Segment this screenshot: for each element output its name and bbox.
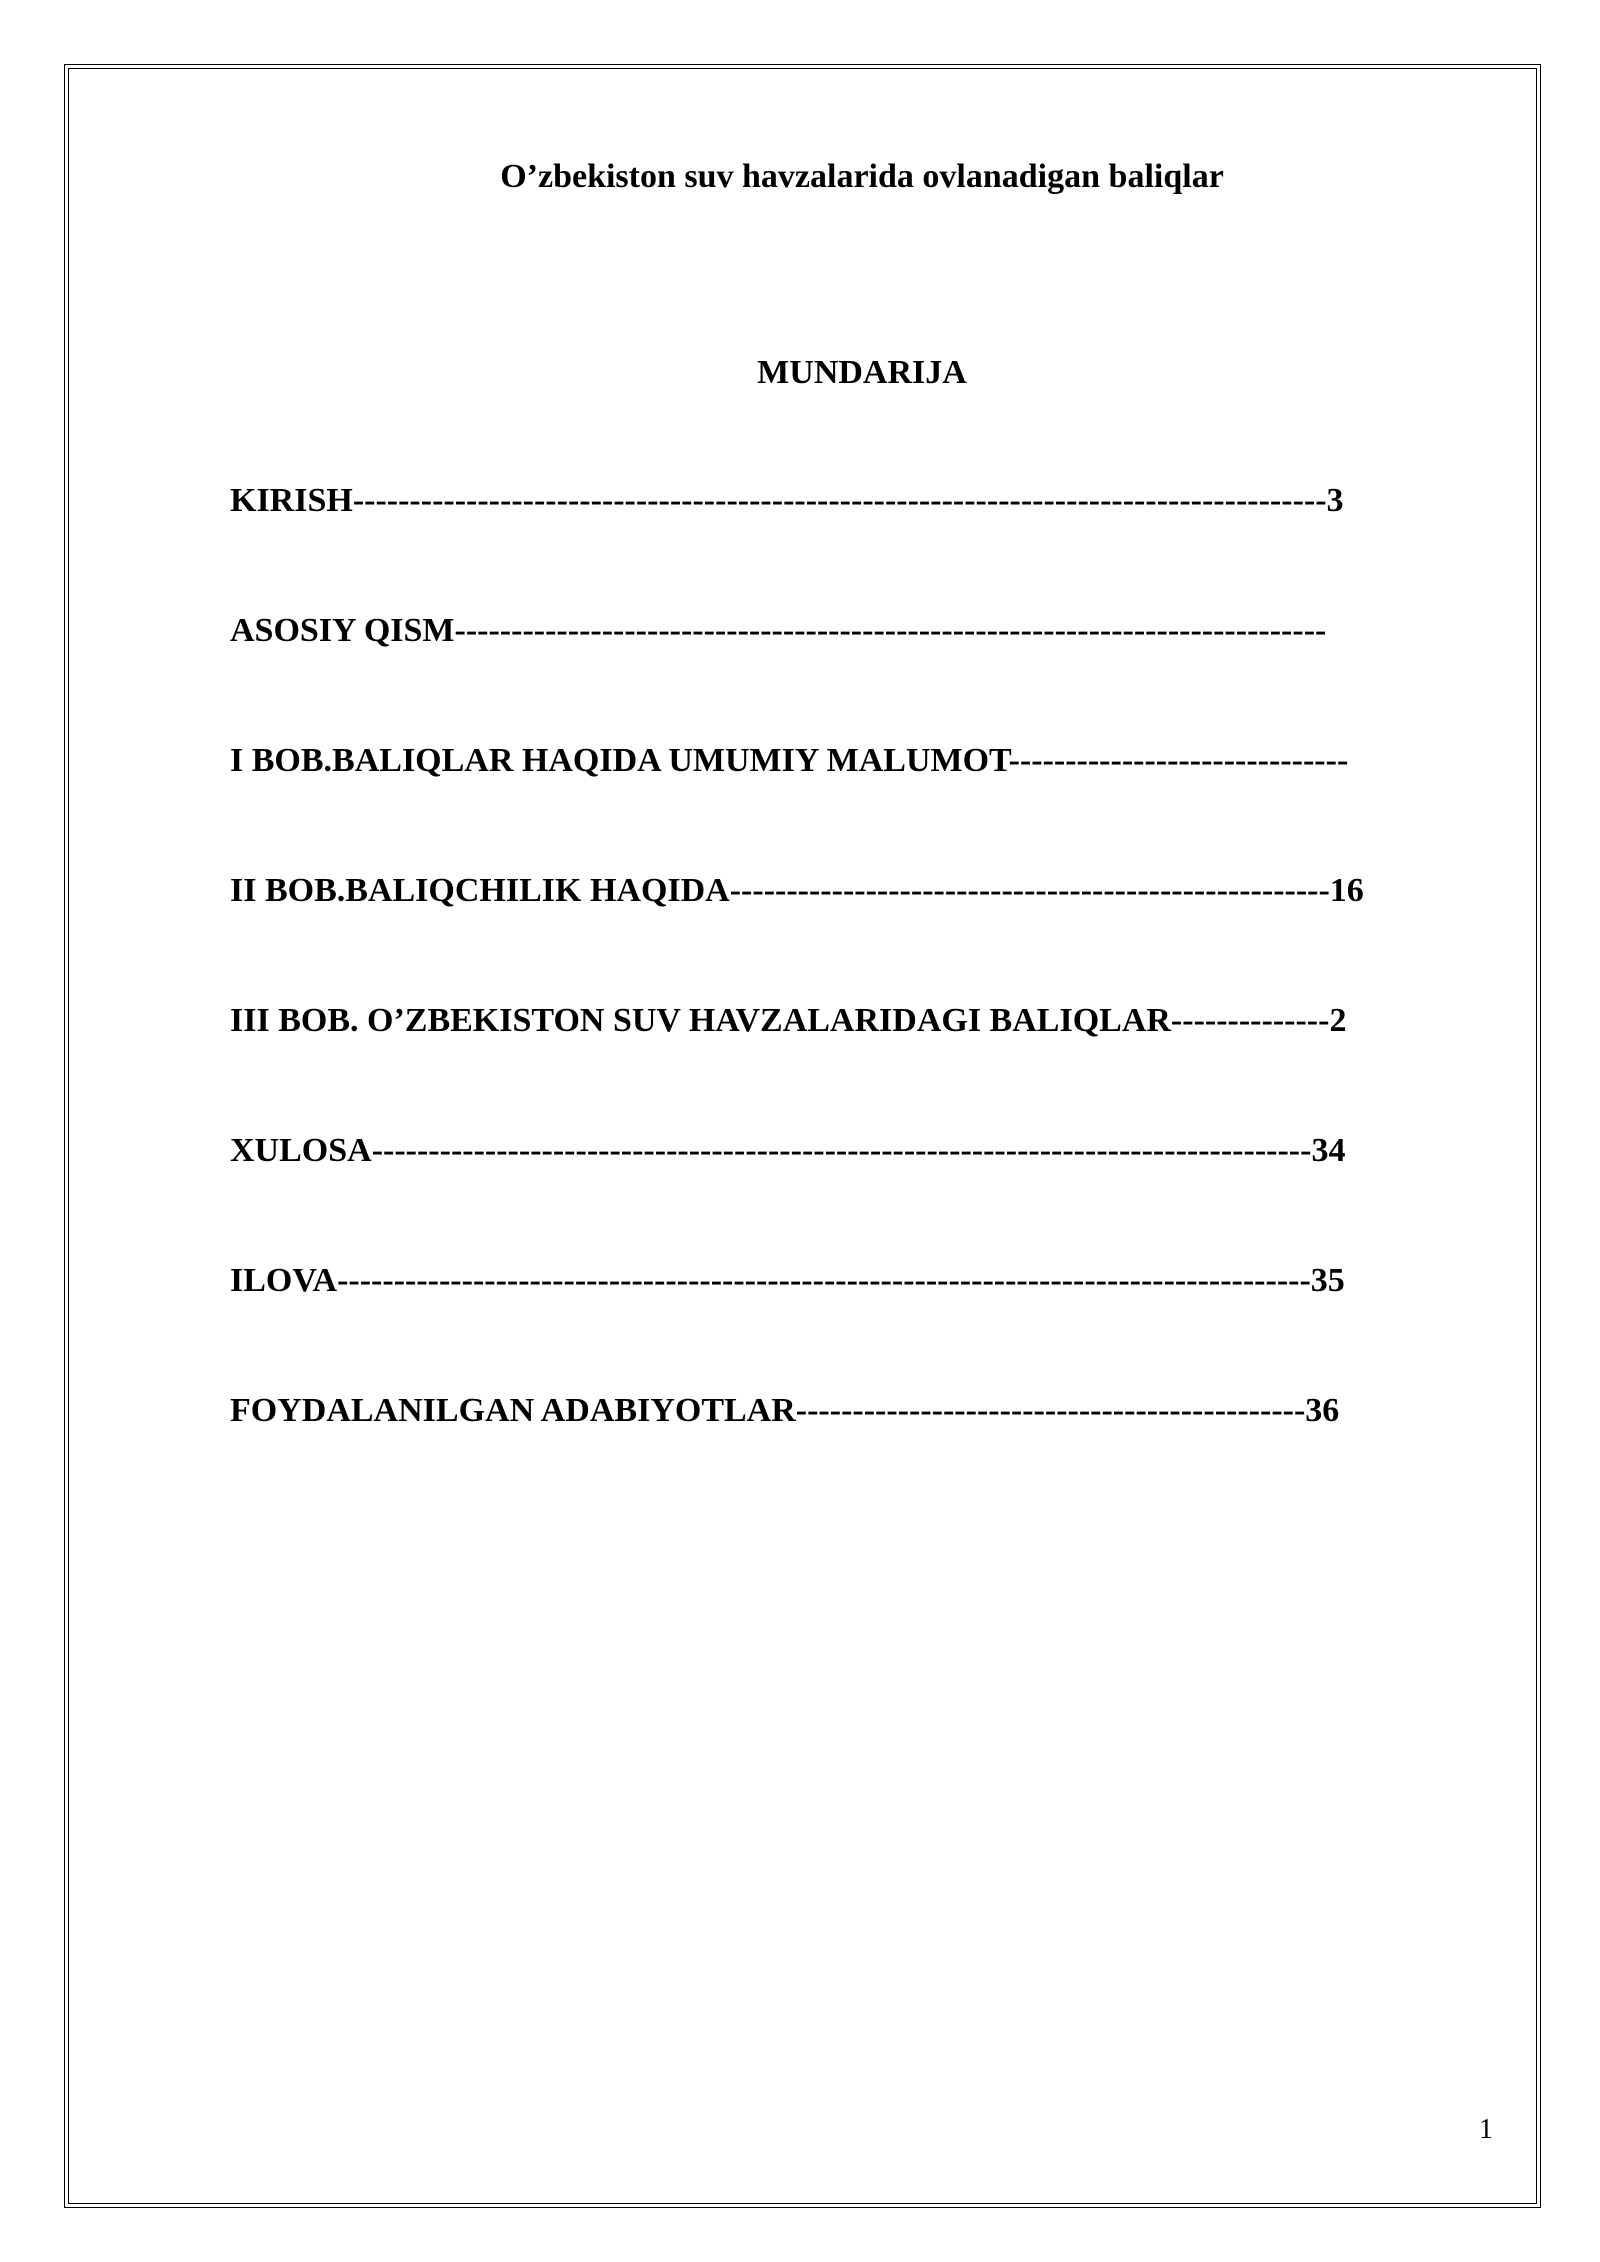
toc-entry-chapter-1: I BOB.BALIQLAR HAQIDA UMUMIY MALUMOT------------------------------ xyxy=(230,742,1349,779)
toc-entry-kirish: KIRISH--------------------------------------------------------------------------------------3 xyxy=(230,482,1344,519)
toc-entry-asosiy-qism: ASOSIY QISM----------------------------------------------------------------------------- xyxy=(230,612,1327,649)
toc-entry-xulosa: XULOSA-----------------------------------------------------------------------------------34 xyxy=(230,1132,1346,1169)
page-number: 1 xyxy=(1479,2114,1493,2145)
toc-entry-ilova: ILOVA--------------------------------------------------------------------------------------35 xyxy=(230,1262,1345,1299)
toc-entry-adabiyotlar: FOYDALANILGAN ADABIYOTLAR---------------------------------------------36 xyxy=(230,1392,1340,1429)
document-title: O’zbekiston suv havzalarida ovlanadigan baliqlar xyxy=(500,158,1224,195)
toc-entry-chapter-2: II BOB.BALIQCHILIK HAQIDA-----------------------------------------------------16 xyxy=(230,872,1364,909)
toc-entry-chapter-3: III BOB. O’ZBEKISTON SUV HAVZALARIDAGI BALIQLAR--------------2 xyxy=(230,1002,1347,1039)
toc-heading: MUNDARIJA xyxy=(757,354,967,391)
